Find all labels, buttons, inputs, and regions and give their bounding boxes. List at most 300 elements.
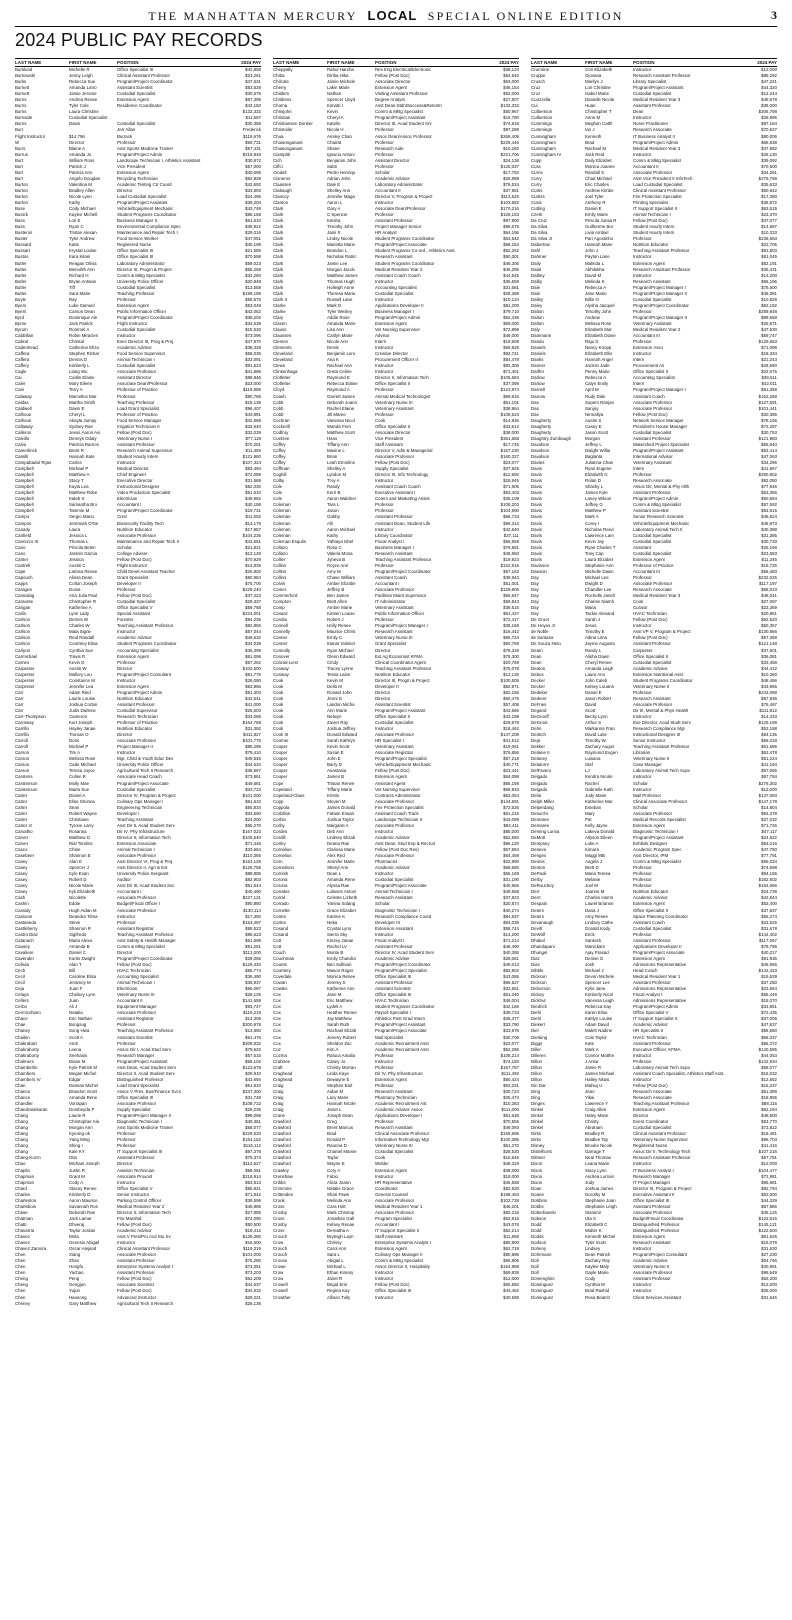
last-name: Doberbanski [531,1209,556,1215]
first-name: Truman O [69,732,89,738]
pay: $96,527 [503,980,519,986]
last-name: Daley [531,302,543,308]
first-name: Shacky L [585,484,604,490]
last-name: Daniels [531,345,546,351]
position: Teaching Professor [117,399,155,405]
last-name: Chandler [15,1101,33,1107]
position: Veterinary Nurse II [633,756,670,762]
position: Assistant Coach Coach [375,272,421,278]
last-name: Crosby [273,1209,287,1215]
first-name: Raymond E [327,375,350,381]
position: Flight Instructor [117,562,148,568]
position: Director IV, Program & Project [117,792,176,798]
newspaper-title [15,8,757,24]
first-name: Dorothy M [585,1191,606,1197]
first-name: Matthew A [69,472,90,478]
first-name: Amanda Marie [327,320,356,326]
first-name: Cheryl Renee [585,659,612,665]
first-name: Kaitlyn Louise [585,1016,613,1022]
last-name: Coffey [273,454,286,459]
first-name: Lawrence Lam [585,532,614,538]
position: Student Hourly Intern [633,230,675,236]
last-name: Dawson [531,568,547,574]
pay: $218,914 [242,1173,261,1179]
last-name: Charles [15,1191,31,1197]
header-position: POSITION [117,60,139,65]
last-name: Caffera [15,351,30,357]
position: Fellow (Post Doc) [117,1288,152,1294]
first-name: Rommel A [69,327,90,333]
pay: $89,668 [761,314,777,320]
pay: $52,285 [503,1046,519,1052]
position: Maintenance and Repair Tech I [117,230,178,236]
pay: $27,230 [761,1252,777,1258]
last-name: Crouch [273,1234,288,1240]
pay: $132,332 [500,103,519,109]
last-name: Canter [15,556,29,562]
first-name: Timothy John [327,224,354,230]
first-name: Maria Teresa [585,871,611,877]
last-name: Dominguez [531,1288,554,1294]
pay: $132,332 [242,109,261,115]
pay: $87,886 [761,1203,777,1209]
first-name: Patricia Ramos [69,441,99,447]
first-name: Rachel [585,780,599,786]
first-name: Andrea Renee [69,97,98,103]
last-name: Cunningham [531,139,556,145]
last-name: Clabaugh [273,187,292,193]
first-name: Joshua Corbin [69,701,98,707]
last-name: Condia [273,617,287,623]
last-name: Cunningham [531,145,556,151]
first-name: Dean L [327,871,342,877]
first-name: Megan Michel [69,1070,97,1076]
position: Professor [117,1022,136,1028]
last-name: Dehn [531,726,542,732]
last-name: Da Silva [531,224,548,230]
position: Office Specialist V [633,1010,669,1016]
last-name: Diaz [531,961,540,967]
last-name: Carr [15,689,24,695]
last-name: Da Silva [531,230,548,236]
pay: $140,595 [758,1046,777,1052]
last-name: Cowles [273,986,288,992]
position: Program/Project Specialist [375,967,427,973]
first-name: Connor Matthe [585,1052,615,1058]
last-name: Burt [15,157,24,163]
last-name: Burnside [15,115,33,121]
pay: $62,156 [503,689,519,695]
pay: $55,774 [245,967,261,973]
position: Professor [375,502,394,508]
position: Director [117,187,133,193]
last-name: Cannizzo III [15,538,39,544]
last-name: Dalal [531,266,542,272]
last-name: Cheppally [273,67,293,72]
pay: $55,274 [761,913,777,919]
position: Program/Project Coordinator [117,79,173,85]
position: Clinical Assistant Professor [117,1246,170,1252]
last-name: Colby [273,478,285,484]
last-name: Carstens [15,774,33,780]
position: Agricultural Tech II Research [117,768,174,774]
pay: $53,515 [761,508,777,514]
first-name: Luke A [585,841,599,846]
pay-list [273,67,519,1301]
first-name: Rochelle Janell [585,593,615,599]
position: Veterinary Nurse II [633,1264,670,1270]
first-name: Caroline Elisa [69,974,97,980]
last-name: Danner [531,363,546,369]
last-name: DePaoli [531,871,547,877]
position: Fellow (Post Doc) [117,1221,152,1227]
last-name: Dean [531,659,542,665]
pay: $94,155 [761,871,777,877]
first-name: Becky Lynn [585,714,608,720]
pay: $19,923 [503,556,519,562]
position: Asst Dean, Stud Exp & Recruit [375,841,435,846]
last-name: Clancey [273,193,289,199]
pay: $48,004 [503,998,519,1004]
position: Director [633,1113,649,1119]
position: Scholar [633,780,648,786]
first-name: Garrage T [585,1149,605,1155]
position: Academic Advisor Assoc [375,1107,423,1113]
last-name: Campo [15,514,30,520]
position: Academic Advisor [117,345,152,351]
position: Project Manager Senior [375,224,422,230]
position: Case Manager [633,762,662,768]
position: Academic Recruitment Asst [375,1040,429,1046]
position: Grant Specialist [375,641,406,647]
position: President's House Manager [633,423,688,429]
position: Accountant II [375,187,401,193]
position: Fellow (Post Doc) [633,218,668,224]
first-name: Laura Christine [69,109,99,115]
pay: $113,525 [501,193,519,199]
position: Extension Agent [633,955,665,961]
position: Printing Specialist [633,200,668,206]
pay: $35,109 [503,496,519,502]
position: Assistant Registrar [117,1016,154,1022]
pay: $63,403 [503,490,519,496]
pay: $23,077 [503,460,519,466]
last-name: Doan [531,1185,542,1191]
last-name: Darlow [531,375,545,381]
last-name: Carnes [15,659,30,665]
first-name: Alan T [69,961,82,967]
position: Intern [375,339,387,345]
first-name: Dennis D [69,357,88,363]
position: Fire Protection Specialist [633,193,682,199]
position: Instructor [375,1173,394,1179]
last-name: Cosand [273,925,289,931]
position: Assistant [633,544,651,550]
first-name: Linda Kaye [327,1070,349,1076]
pay: $68,933 [503,786,519,792]
pay: $28,368 [503,290,519,296]
position: Asst Director II, Agri & Ext [117,865,168,871]
pay: $46,632 [245,635,261,641]
pay: $98,069 [245,1113,261,1119]
last-name: Day [531,574,539,580]
last-name: Dhakal [531,937,545,943]
last-name: De Souza Neto [531,641,561,647]
last-name: Darnell [531,387,545,393]
position: Research Aide [375,145,404,151]
position: HR Specialist II [633,1028,664,1034]
position: Professor [633,871,652,877]
position: Extension Agent [633,822,665,828]
first-name: Nicola H [327,127,344,133]
pay: $96,704 [761,1137,777,1143]
pay: $31,681 [503,284,519,290]
position: Fellow (Post Doc) [375,460,410,466]
last-name: Dobbins [531,1197,548,1203]
first-name: Sarah Ruth [327,1022,350,1028]
position: Assistant Professor [633,641,671,647]
last-name: Coleman [273,508,291,514]
pay: $154,958 [500,1264,519,1270]
position: Academic Advisor [633,895,668,901]
last-name: Dalley [531,296,544,302]
first-name: Patricia Ann [69,169,93,175]
first-name: Chairat [327,139,342,145]
first-name: Hannah Marie [585,242,613,248]
position: Professor of Practice [117,720,158,726]
first-name: Alisha Dawn [585,653,610,659]
position: Accountant I [375,580,400,586]
last-name: Delperdang [531,804,554,810]
first-name: Santosh [585,937,602,943]
pay: $74,698 [761,865,777,871]
last-name: Dobbs [531,1203,544,1209]
first-name: Lindsey Cathe [585,919,614,925]
last-name: Burrs [15,145,26,151]
pay: $57,936 [761,695,777,701]
position: Office Specialist III [117,254,154,260]
first-name: Cole Taylor [585,1034,607,1040]
last-name: Carlson [15,617,31,623]
last-name: Cano [15,544,26,550]
last-name: Deneve [531,847,547,853]
top-rule [15,26,777,27]
position: Fellow (Post Doc) [117,429,152,435]
first-name: Jenny Leigh [69,73,93,79]
first-name: C Spencer [327,212,348,218]
last-name: Davis [531,514,542,520]
first-name: Pari Agostinho [585,236,614,242]
pay: $71,401 [503,369,519,375]
pay: $53,400 [761,901,777,907]
first-name: Rebecca Sue [69,79,96,85]
pay: $127,091 [758,399,777,405]
last-name: Dalton [531,314,544,320]
last-name: Davis [531,508,542,514]
first-name: Neka [327,919,338,925]
last-name: Chakraborty [15,1052,39,1058]
position: Associate Professor [633,405,673,411]
last-name: Casey [15,859,28,865]
first-name: Akayla Jumay [69,417,97,423]
position: Accountant II [633,163,659,169]
first-name: Ryan Eugene [585,466,612,472]
position: Veterinary Nurse III [375,399,413,405]
pay: $224,001 [242,611,261,617]
last-name: Coetzee [273,435,290,441]
first-name: Jesus Aaron Avi [69,429,101,435]
last-name: Cockerill [273,423,290,429]
pay: $23,525 [761,919,777,925]
first-name: Daily Elizabet [585,157,612,163]
pay: $39,733 [503,1010,519,1016]
first-name: Sydney Rae [69,423,93,429]
last-name: Craig [273,1107,284,1113]
first-name: Michelle R [69,67,90,72]
first-name: Rachel Elaine [327,405,355,411]
last-name: Dabertow [531,242,550,248]
last-name: Doane [531,1191,544,1197]
last-name: Comer [273,587,287,593]
first-name: Sigifredo [69,931,87,937]
pay: $57,065 [761,768,777,774]
first-name: Matthew Scott [327,429,355,435]
last-name: Chuwonganant [273,145,303,151]
last-name: Davisson [531,562,550,568]
pay: $20,769 [503,659,519,665]
last-name: Chaney [15,1028,31,1034]
first-name: Vanessa Nicol [327,417,355,423]
pay: $48,500 [761,1113,777,1119]
pay: $88,846 [245,375,261,381]
last-name: Deja [531,738,541,744]
first-name: Timothy W [585,738,606,744]
pay: $56,559 [503,538,519,544]
last-name: Cochran [273,417,290,423]
last-name: Coffman [273,466,290,472]
first-name: Sara L [327,1252,340,1258]
first-name: Glenn Edward [327,653,355,659]
last-name: Cerbo [15,1004,27,1010]
pay: $31,385 [761,532,777,538]
pay: $91,936 [761,955,777,961]
pay: $73,203 [245,1270,261,1276]
position: Assistant Professor [117,1155,155,1161]
position: Vehicle/Equipment Mechanic [117,206,174,212]
position: Ext Ag Economist KFMA [375,653,423,659]
first-name: Arthur S [585,720,602,726]
first-name: Dawn [69,121,81,127]
position: Executive Officer, KFMA [633,1046,681,1052]
first-name: Kelsey Renae [327,1221,355,1227]
first-name: Karen Elise [585,1010,608,1016]
pay: $28,061 [503,955,519,961]
pay: $29,065 [245,955,261,961]
pay: $104,235 [242,532,261,538]
position: Applications Developer II [375,302,424,308]
first-name: Spencer Lee [585,980,610,986]
first-name: Carlos [69,460,82,466]
last-name: Dodd [531,1228,542,1233]
pay: $80,786 [245,393,261,399]
pay: $31,190 [503,877,519,883]
pay: $82,050 [761,478,777,484]
first-name: Rosanna [69,828,87,834]
first-name: Della M [327,683,342,689]
pay: $15,237 [761,1082,777,1088]
last-name: Deters [531,907,544,913]
pay: $14,687 [761,224,777,230]
last-name: Caragea [15,587,32,593]
last-name: Campbell [15,484,34,490]
pay: $38,202 [245,314,261,320]
first-name: Chad Michael [585,175,612,181]
pay: $54,766 [761,1258,777,1264]
first-name: Yikai [585,1094,595,1100]
first-name: Margaret A [327,822,349,828]
last-name: Copp [273,798,284,804]
last-name: Cornette [273,907,290,913]
position: Office Specialist III [117,248,154,254]
position: Professor [633,689,652,695]
first-name: Katherine Ann [327,986,355,992]
first-name: Hannah Kate [69,454,95,459]
page-number: 3 [771,8,777,22]
first-name: Sergio Mario [69,514,94,520]
position: Instructor [117,1179,136,1185]
pay: $32,551 [503,986,519,992]
pay: $26,235 [245,1107,261,1113]
last-name: Coffey [273,447,286,453]
last-name: Chase [15,1209,28,1215]
last-name: Ciffci [273,163,283,169]
pay: $18,462 [503,726,519,732]
position: Advisor [375,333,390,339]
last-name: Davis [531,466,542,472]
position: Extension Assistant [375,925,414,931]
position: Accountant III [633,568,660,574]
pay: $101,000 [242,1252,261,1258]
first-name: Song Hwa [69,1028,90,1034]
first-name: Tracey Lynne [327,665,354,671]
pay: $43,561 [245,538,261,544]
last-name: Dickhut [531,998,546,1004]
pay: $64,459 [503,853,519,859]
pay: $85,623 [245,931,261,937]
pay: $72,881 [761,1173,777,1179]
position: Professor [117,139,136,145]
last-name: Capps [15,580,28,586]
pay: $123,974 [500,387,519,393]
last-name: Davis [531,490,542,496]
position: Instructor [375,828,394,834]
last-name: Derby [531,877,543,883]
pay: $67,395 [245,97,261,103]
first-name: Jamie Michele [327,79,356,85]
pay: $55,550 [503,1282,519,1288]
pay: $29,337 [245,599,261,605]
last-name: Coppola [273,804,290,810]
last-name: Causey [15,943,30,949]
last-name: Coleman [273,532,291,538]
pay: $153,497 [242,919,261,925]
position: Fiscal Analyst I [375,538,405,544]
position: Cred [117,514,127,520]
first-name: Sara Marie [69,290,91,296]
last-name: Chan [15,1082,26,1088]
position: Registered Nurse [633,1143,668,1149]
position: Professor [117,587,136,593]
